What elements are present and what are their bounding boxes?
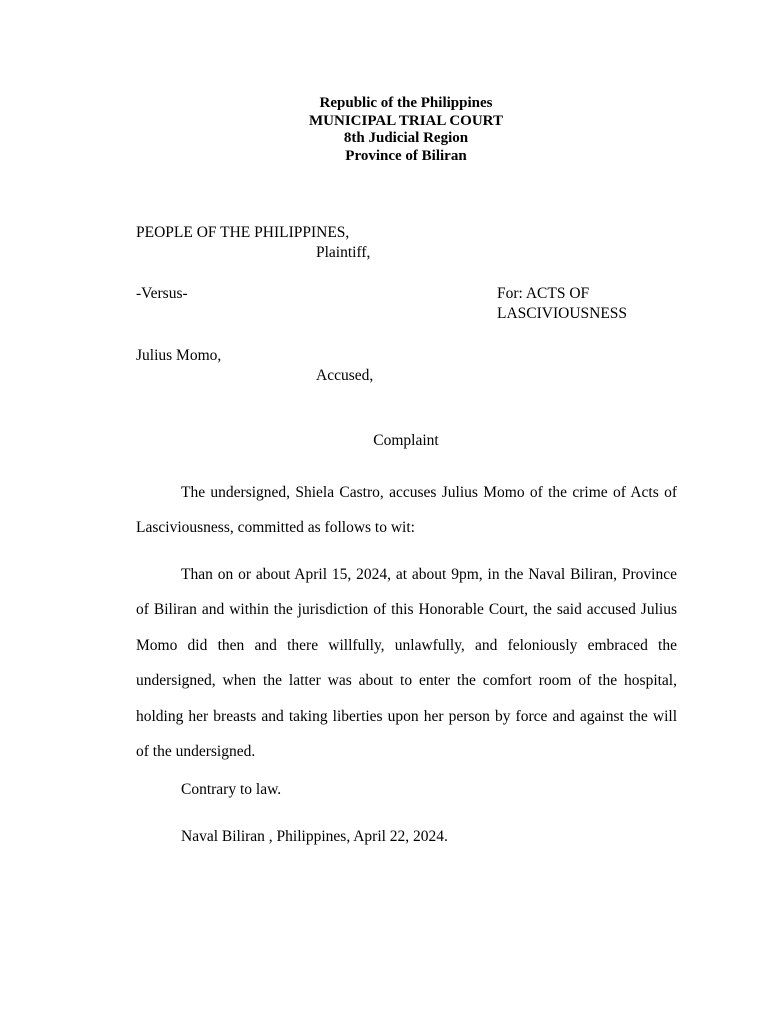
header-province: Province of Biliran <box>345 147 467 164</box>
header-court-name: MUNICIPAL TRIAL COURT <box>309 112 503 129</box>
accused-name: Julius Momo, <box>136 347 222 364</box>
header-judicial-region: 8th Judicial Region <box>343 130 469 146</box>
header-republic: Republic of the Philippines <box>319 95 493 111</box>
facts-paragraph: Than on or about April 15, 2024, at about 9pm, in the Naval Biliran, Province of Biliran and within the jurisdiction of this Honorable Court, the said accused Julius Momo did then and there willfully, unlawfully, and feloniously embraced the undersigned, when the latter was about to enter the comfort room of the hospital, holding her breasts and taking liberties upon her person by force and against the will of the undersigned. <box>136 566 677 761</box>
court-header <box>0 95 768 165</box>
charge-line-1: For: ACTS OF <box>497 285 590 302</box>
versus-label: -Versus- <box>136 285 188 302</box>
plaintiff-name: PEOPLE OF THE PHILIPPINES, <box>136 224 350 241</box>
accused-role: Accused, <box>316 367 374 384</box>
intro-paragraph: The undersigned, Shiela Castro, accuses Julius Momo of the crime of Acts of Lasciviousness, committed as follows to wit: <box>136 484 677 536</box>
charge-line-2: LASCIVIOUSNESS <box>497 305 628 322</box>
place-and-date: Naval Biliran , Philippines, April 22, 2024. <box>181 828 448 845</box>
plaintiff-role: Plaintiff, <box>316 244 371 261</box>
document-title: Complaint <box>373 432 439 449</box>
contrary-to-law: Contrary to law. <box>181 781 282 798</box>
